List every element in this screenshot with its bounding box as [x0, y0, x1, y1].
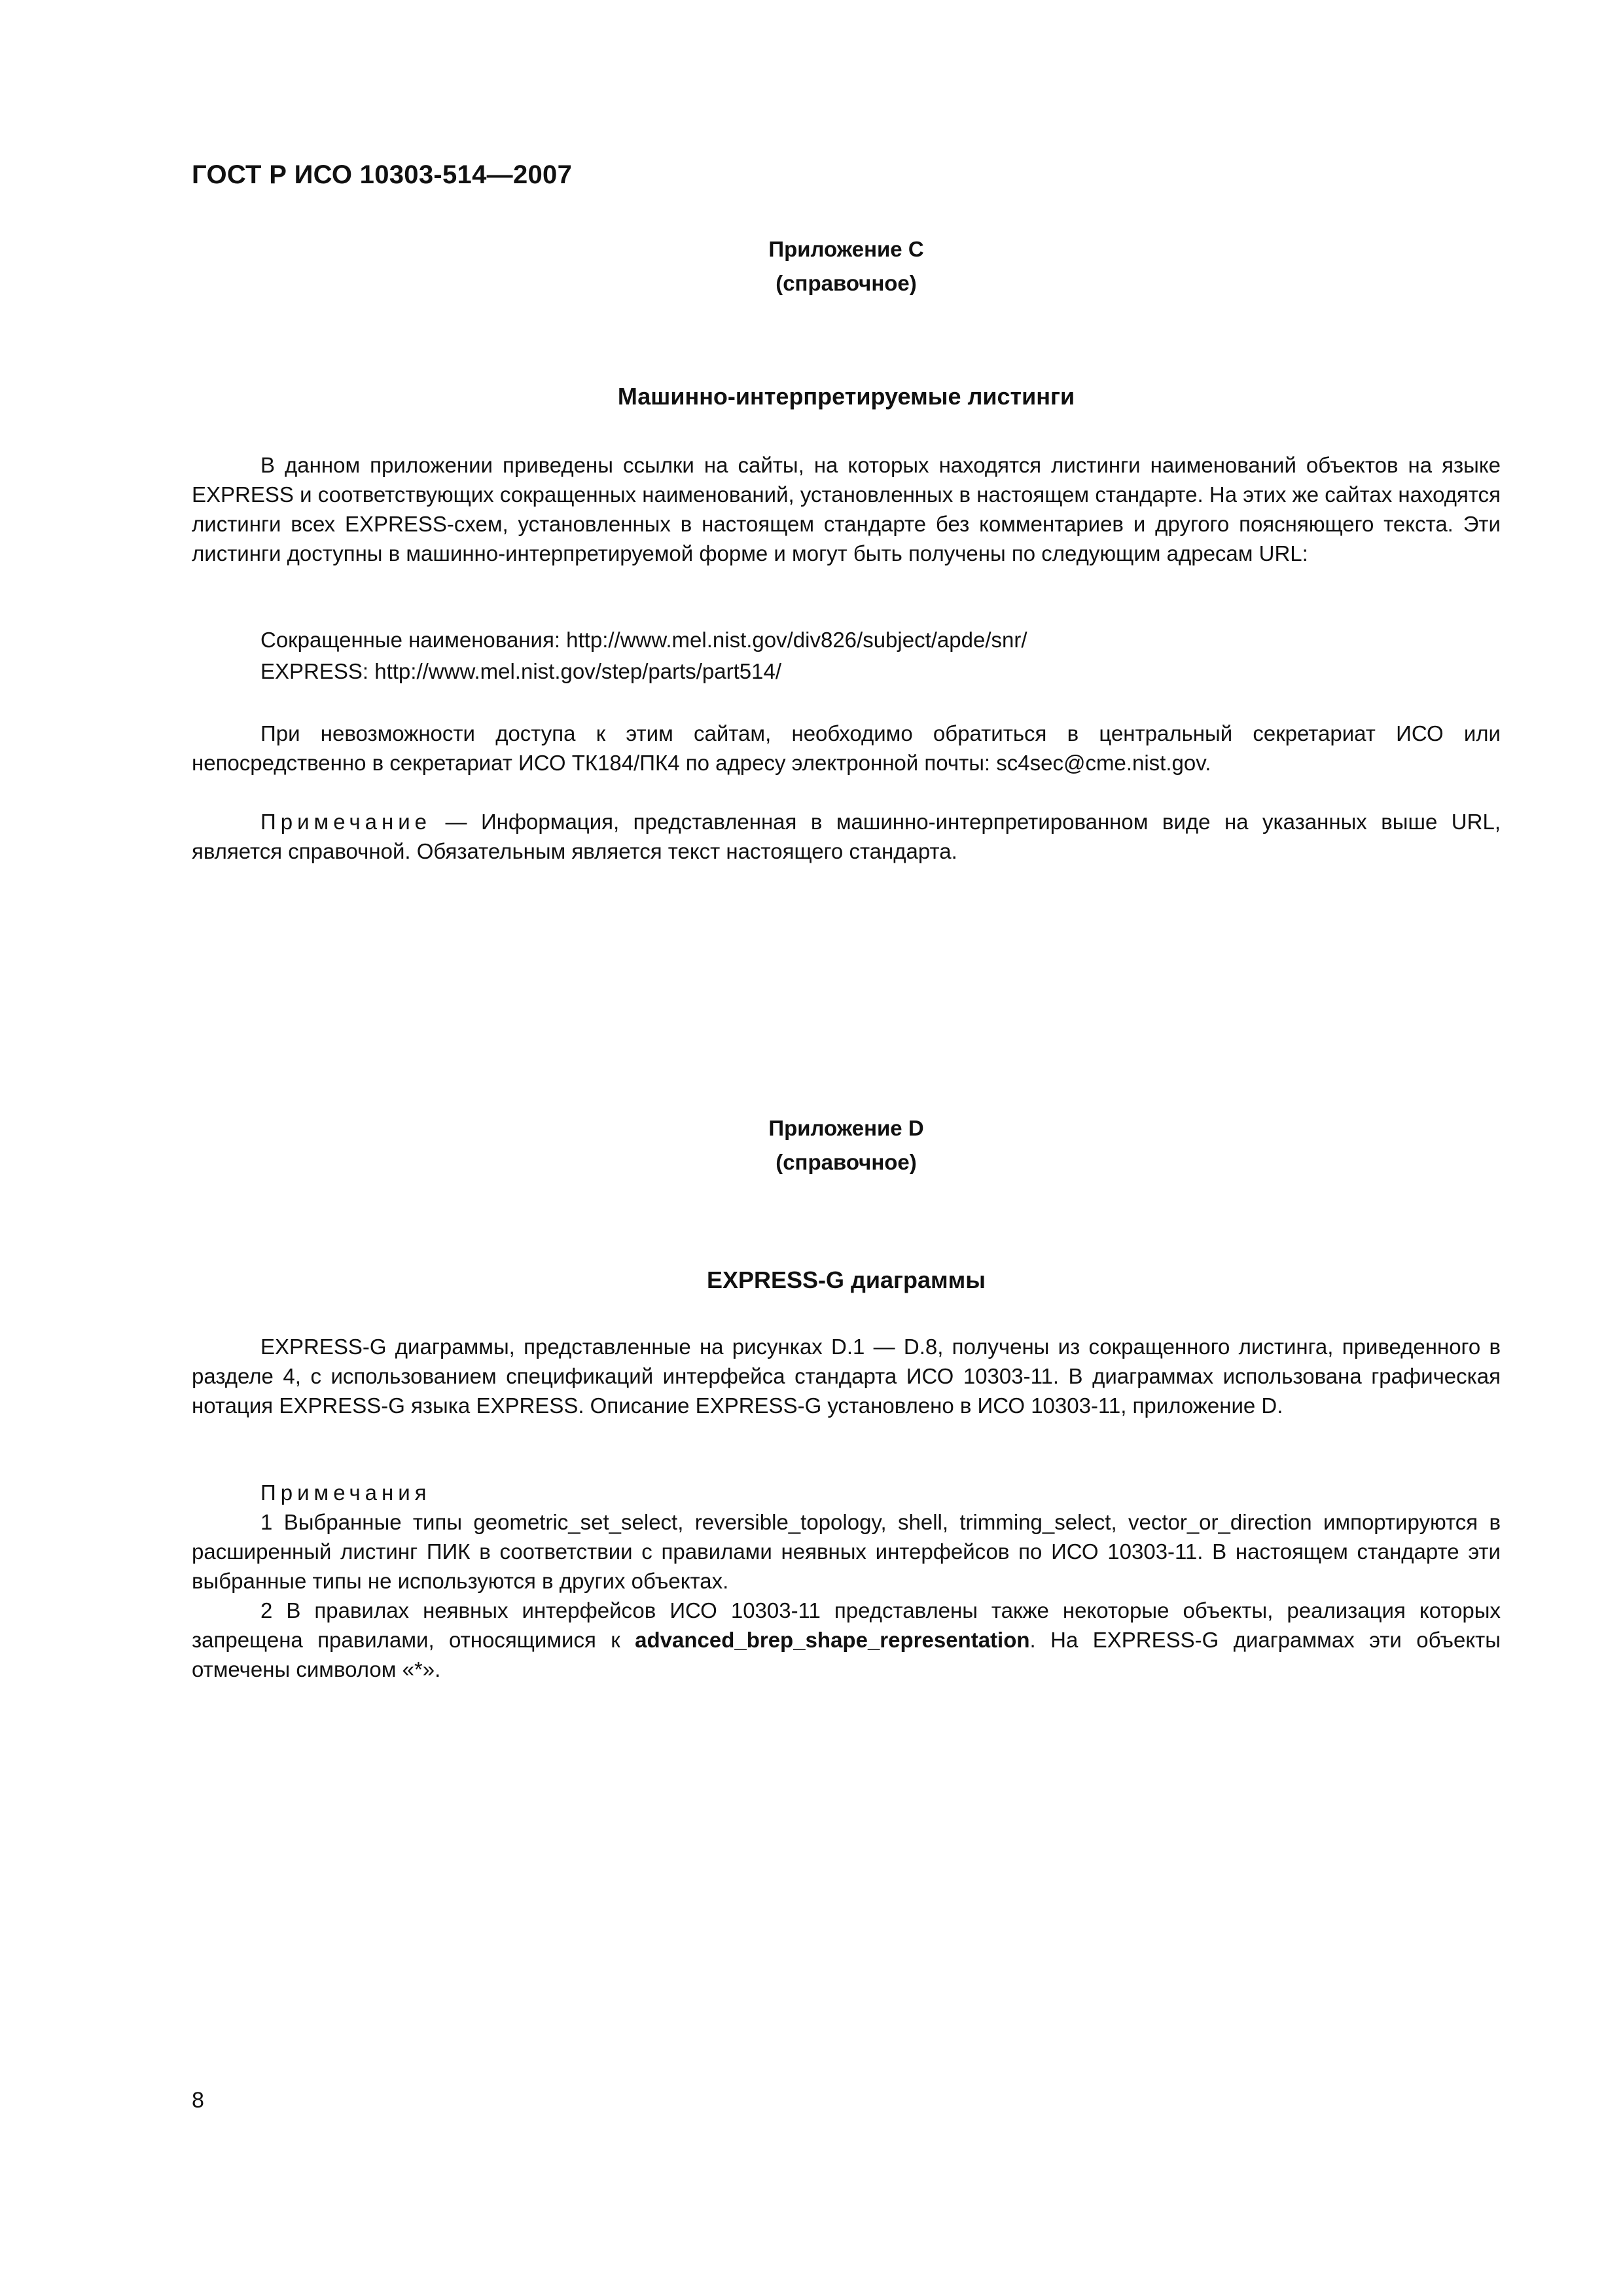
annex-c-status: (справочное) [776, 271, 917, 295]
annex-c-contact-paragraph: При невозможности доступа к этим сайтам, необходимо обратиться в центральный секретариат ИСО или непосредственно в секретариат ИСО ТК184/ПК4 по адресу электронной почты: sc4sec@cme.nist.gov. [192, 721, 1501, 775]
annex-c-title: Приложение C [768, 237, 924, 261]
note-text: — Информация, представленная в машинно-интерпретированном виде на указанных выше URL, является справочной. Обязательным является текст настоящего стандарта. [192, 810, 1501, 863]
annex-d-note-1: 1 Выбранные типы geometric_set_select, reversible_topology, shell, trimming_select, vector_or_direction импортируются в расширенный листинг ПИК в соответствии с правилами неявных интерфейсов по ИСО 10303-11. В настоящем стандарте эти выбранные типы не используются в других объектах. [192, 1510, 1501, 1593]
annex-d-heading: EXPRESS-G диаграммы [706, 1266, 986, 1293]
note-2-bold-identifier: advanced_brep_shape_representation [635, 1628, 1030, 1652]
link-short-names: Сокращенные наименования: http://www.mel.nist.gov/div826/subject/apde/snr/ [260, 628, 1027, 652]
note-2-text-before: 2 В правилах неявных интерфейсов ИСО 10303-11 представлены также некоторые объекты, реализация которых запрещена правилами, относящимися к [192, 1598, 1501, 1652]
note-2-text-after: . На EXPRESS-G диаграммах эти объекты отмечены символом «*». [192, 1628, 1501, 1681]
annex-c-heading: Машинно-интерпретируемые листинги [617, 383, 1075, 410]
notes-label-line [192, 1478, 1501, 1507]
annex-c-contact [192, 719, 1501, 778]
link-express: EXPRESS: http://www.mel.nist.gov/step/parts/part514/ [260, 659, 782, 683]
annex-d-title: Приложение D [768, 1116, 924, 1140]
standard-header: ГОСТ Р ИСО 10303-514—2007 [192, 160, 573, 189]
page-number: 8 [192, 2088, 204, 2113]
annex-d-status: (справочное) [776, 1150, 917, 1174]
annex-d-title-block [192, 1111, 1501, 1179]
notes-label: Примечания [260, 1480, 431, 1505]
annex-c-title-block [192, 232, 1501, 300]
annex-d-note-2 [192, 1596, 1501, 1684]
annex-d-notes [192, 1478, 1501, 1684]
annex-c-intro [192, 450, 1501, 568]
annex-d-intro [192, 1332, 1501, 1420]
annex-c-intro-paragraph: В данном приложении приведены ссылки на сайты, на которых находятся листинги наименований объектов на языке EXPRESS и соответствующих сокращенных наименований, установленных в настоящем стандарте. На этих же сайтах находятся листинги всех EXPRESS-схем, установленных в настоящем стандарте без комментариев и другого поясняющего текста. Эти листинги доступны в машинно-интерпретируемой форме и могут быть получены по следующим адресам URL: [192, 453, 1501, 565]
annex-c-note [192, 807, 1501, 866]
annex-c-note-paragraph [192, 807, 1501, 866]
note-label: Примечание [260, 810, 432, 834]
annex-d-intro-paragraph: EXPRESS-G диаграммы, представленные на рисунках D.1 — D.8, получены из сокращенного листинга, приведенного в разделе 4, с использованием спецификаций интерфейса стандарта ИСО 10303-11. В диаграммах использована графическая нотация EXPRESS-G языка EXPRESS. Описание EXPRESS-G установлено в ИСО 10303-11, приложение D. [192, 1335, 1501, 1418]
